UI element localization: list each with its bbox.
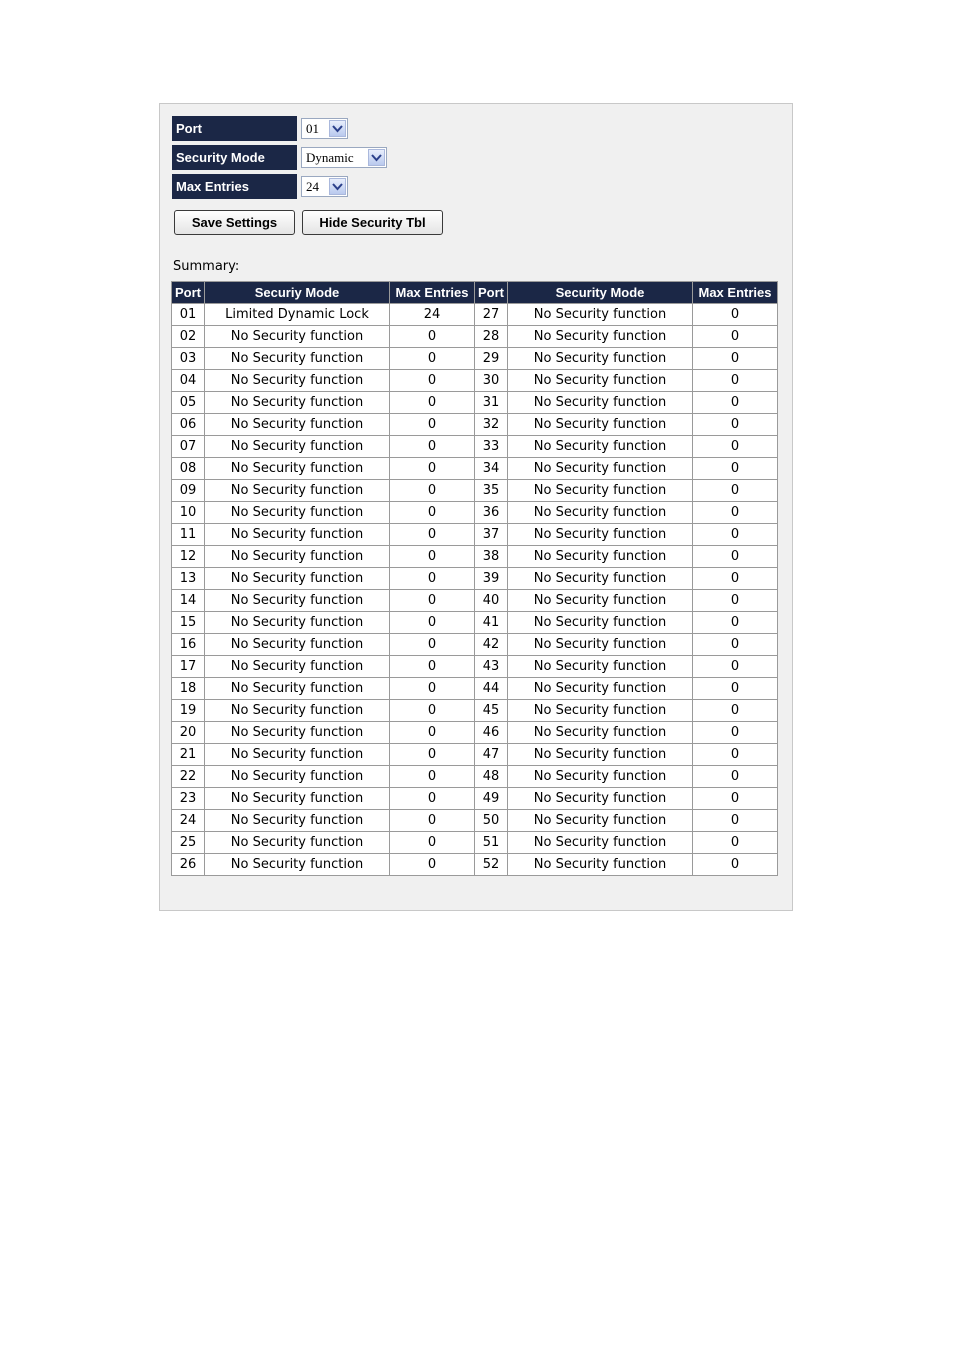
table-row [172, 436, 777, 457]
max-entries-cell: 0 [693, 678, 777, 699]
max-entries-cell: 0 [390, 590, 474, 611]
table-row [172, 546, 777, 567]
port-cell: 36 [475, 502, 507, 523]
port-cell: 37 [475, 524, 507, 545]
security-mode-cell: No Security function [508, 590, 692, 611]
table-row [172, 502, 777, 523]
hide-security-table-button[interactable]: Hide Security Tbl [302, 210, 443, 235]
security-mode-cell: No Security function [205, 414, 389, 435]
port-cell: 48 [475, 766, 507, 787]
port-cell: 33 [475, 436, 507, 457]
security-mode-cell: No Security function [508, 788, 692, 809]
max-entries-cell: 0 [693, 744, 777, 765]
max-entries-cell: 0 [390, 502, 474, 523]
port-cell: 26 [172, 854, 204, 875]
max-entries-cell: 0 [390, 326, 474, 347]
header-security-mode-left: Securiy Mode [205, 282, 389, 303]
security-mode-cell: No Security function [508, 744, 692, 765]
max-entries-cell: 0 [390, 744, 474, 765]
security-mode-cell: No Security function [205, 810, 389, 831]
security-mode-cell: No Security function [508, 458, 692, 479]
max-entries-cell: 0 [390, 436, 474, 457]
port-cell: 32 [475, 414, 507, 435]
max-entries-cell: 0 [390, 414, 474, 435]
max-entries-cell: 0 [390, 634, 474, 655]
port-cell: 44 [475, 678, 507, 699]
security-mode-cell: No Security function [508, 502, 692, 523]
table-row [172, 722, 777, 743]
port-cell: 06 [172, 414, 204, 435]
port-cell: 08 [172, 458, 204, 479]
port-cell: 35 [475, 480, 507, 501]
security-mode-cell: No Security function [205, 326, 389, 347]
security-mode-cell: No Security function [205, 678, 389, 699]
max-entries-cell: 0 [693, 392, 777, 413]
max-entries-cell: 0 [390, 656, 474, 677]
table-row [172, 656, 777, 677]
max-entries-cell: 0 [693, 634, 777, 655]
security-mode-cell: No Security function [205, 744, 389, 765]
table-row [172, 788, 777, 809]
port-cell: 40 [475, 590, 507, 611]
table-row [172, 326, 777, 347]
table-row [172, 810, 777, 831]
header-port-right: Port [475, 282, 507, 303]
security-mode-cell: No Security function [205, 502, 389, 523]
security-mode-select-value: Dynamic [306, 150, 354, 165]
security-mode-cell: No Security function [205, 590, 389, 611]
security-mode-cell: No Security function [508, 656, 692, 677]
security-mode-cell: No Security function [508, 568, 692, 589]
max-entries-cell: 0 [693, 370, 777, 391]
port-cell: 21 [172, 744, 204, 765]
header-max-entries-left: Max Entries [390, 282, 474, 303]
port-cell: 50 [475, 810, 507, 831]
max-entries-cell: 0 [390, 392, 474, 413]
max-entries-cell: 0 [693, 326, 777, 347]
max-entries-cell: 0 [693, 502, 777, 523]
security-mode-cell: No Security function [508, 854, 692, 875]
save-settings-button[interactable]: Save Settings [174, 210, 295, 235]
security-mode-cell: No Security function [205, 392, 389, 413]
table-row [172, 744, 777, 765]
port-cell: 29 [475, 348, 507, 369]
chevron-down-icon[interactable] [329, 178, 346, 195]
security-mode-cell: No Security function [508, 414, 692, 435]
port-cell: 16 [172, 634, 204, 655]
port-cell: 13 [172, 568, 204, 589]
max-entries-cell: 0 [390, 348, 474, 369]
port-cell: 51 [475, 832, 507, 853]
max-entries-cell: 0 [390, 458, 474, 479]
port-cell: 42 [475, 634, 507, 655]
port-cell: 45 [475, 700, 507, 721]
security-mode-cell: No Security function [205, 832, 389, 853]
port-cell: 31 [475, 392, 507, 413]
max-entries-cell: 0 [693, 854, 777, 875]
security-mode-cell: No Security function [205, 458, 389, 479]
security-mode-cell: No Security function [508, 524, 692, 545]
port-security-panel [159, 103, 793, 911]
port-cell: 07 [172, 436, 204, 457]
max-entries-cell: 0 [693, 810, 777, 831]
max-entries-cell: 0 [390, 766, 474, 787]
security-mode-cell: No Security function [205, 766, 389, 787]
port-cell: 11 [172, 524, 204, 545]
security-mode-cell: No Security function [205, 854, 389, 875]
port-cell: 46 [475, 722, 507, 743]
max-entries-cell: 0 [390, 524, 474, 545]
security-mode-select[interactable] [301, 147, 387, 168]
max-entries-cell: 0 [693, 612, 777, 633]
port-cell: 34 [475, 458, 507, 479]
port-cell: 09 [172, 480, 204, 501]
max-entries-cell: 0 [693, 524, 777, 545]
security-mode-cell: No Security function [205, 524, 389, 545]
port-cell: 28 [475, 326, 507, 347]
port-cell: 39 [475, 568, 507, 589]
table-row [172, 348, 777, 369]
port-cell: 30 [475, 370, 507, 391]
port-cell: 41 [475, 612, 507, 633]
header-port-left: Port [172, 282, 204, 303]
port-cell: 02 [172, 326, 204, 347]
table-row [172, 678, 777, 699]
port-cell: 14 [172, 590, 204, 611]
table-row [172, 480, 777, 501]
max-entries-cell: 0 [390, 832, 474, 853]
security-mode-cell: No Security function [508, 766, 692, 787]
port-cell: 27 [475, 304, 507, 325]
port-cell: 04 [172, 370, 204, 391]
max-entries-cell: 0 [693, 348, 777, 369]
max-entries-cell: 0 [390, 854, 474, 875]
security-mode-cell: No Security function [508, 810, 692, 831]
port-cell: 05 [172, 392, 204, 413]
security-mode-cell: No Security function [508, 832, 692, 853]
table-row [172, 370, 777, 391]
table-row [172, 524, 777, 545]
security-mode-cell: No Security function [508, 480, 692, 501]
security-mode-cell: No Security function [205, 568, 389, 589]
header-max-entries-right: Max Entries [693, 282, 777, 303]
security-mode-cell: No Security function [508, 326, 692, 347]
port-select-value: 01 [306, 121, 319, 136]
security-mode-cell: No Security function [508, 370, 692, 391]
max-entries-cell: 0 [693, 590, 777, 611]
port-cell: 47 [475, 744, 507, 765]
table-row [172, 392, 777, 413]
security-mode-cell: No Security function [205, 634, 389, 655]
table-row [172, 414, 777, 435]
header-security-mode-right: Security Mode [508, 282, 692, 303]
security-mode-cell: No Security function [508, 304, 692, 325]
port-select[interactable] [301, 118, 348, 139]
security-mode-cell: No Security function [508, 700, 692, 721]
max-entries-cell: 0 [390, 370, 474, 391]
security-mode-cell: No Security function [205, 546, 389, 567]
port-cell: 22 [172, 766, 204, 787]
security-mode-cell: No Security function [205, 348, 389, 369]
security-mode-cell: No Security function [205, 700, 389, 721]
summary-label: Summary: [173, 259, 240, 274]
security-mode-cell: No Security function [508, 722, 692, 743]
security-mode-cell: No Security function [205, 436, 389, 457]
max-entries-cell: 0 [693, 832, 777, 853]
max-entries-cell: 0 [693, 788, 777, 809]
table-row [172, 304, 777, 325]
port-cell: 20 [172, 722, 204, 743]
max-entries-cell: 0 [693, 722, 777, 743]
port-cell: 19 [172, 700, 204, 721]
security-mode-cell: No Security function [508, 634, 692, 655]
max-entries-cell: 0 [693, 304, 777, 325]
port-cell: 17 [172, 656, 204, 677]
port-cell: 01 [172, 304, 204, 325]
max-entries-cell: 0 [693, 414, 777, 435]
max-entries-cell: 0 [390, 810, 474, 831]
max-entries-cell: 0 [390, 612, 474, 633]
port-cell: 52 [475, 854, 507, 875]
table-body [172, 304, 777, 875]
table-row [172, 766, 777, 787]
port-cell: 49 [475, 788, 507, 809]
port-cell: 18 [172, 678, 204, 699]
table-row [172, 832, 777, 853]
max-entries-cell: 0 [693, 436, 777, 457]
table-row [172, 568, 777, 589]
port-cell: 25 [172, 832, 204, 853]
security-summary-table [171, 281, 778, 876]
max-entries-select[interactable] [301, 176, 348, 197]
port-cell: 03 [172, 348, 204, 369]
max-entries-cell: 0 [693, 458, 777, 479]
max-entries-cell: 0 [390, 678, 474, 699]
table-header-row [172, 282, 777, 303]
table-row [172, 700, 777, 721]
max-entries-cell: 0 [693, 568, 777, 589]
max-entries-cell: 0 [693, 480, 777, 501]
security-mode-cell: No Security function [205, 788, 389, 809]
max-entries-select-value: 24 [306, 179, 319, 194]
port-cell: 43 [475, 656, 507, 677]
security-mode-cell: No Security function [508, 436, 692, 457]
security-mode-cell: Limited Dynamic Lock [205, 304, 389, 325]
port-cell: 15 [172, 612, 204, 633]
chevron-down-icon[interactable] [329, 120, 346, 137]
max-entries-cell: 0 [693, 766, 777, 787]
max-entries-cell: 0 [390, 788, 474, 809]
security-mode-cell: No Security function [205, 612, 389, 633]
port-cell: 23 [172, 788, 204, 809]
max-entries-cell: 0 [693, 700, 777, 721]
max-entries-cell: 0 [693, 546, 777, 567]
security-mode-cell: No Security function [205, 370, 389, 391]
max-entries-cell: 0 [390, 568, 474, 589]
port-cell: 38 [475, 546, 507, 567]
port-cell: 12 [172, 546, 204, 567]
security-mode-cell: No Security function [508, 612, 692, 633]
table-row [172, 458, 777, 479]
port-cell: 24 [172, 810, 204, 831]
table-row [172, 612, 777, 633]
max-entries-cell: 24 [390, 304, 474, 325]
security-mode-cell: No Security function [205, 480, 389, 501]
security-mode-label: Security Mode [172, 145, 297, 170]
max-entries-cell: 0 [390, 480, 474, 501]
table-row [172, 590, 777, 611]
table-row [172, 634, 777, 655]
max-entries-label: Max Entries [172, 174, 297, 199]
port-label: Port [172, 116, 297, 141]
max-entries-cell: 0 [390, 700, 474, 721]
security-mode-cell: No Security function [508, 546, 692, 567]
table-row [172, 854, 777, 875]
max-entries-cell: 0 [693, 656, 777, 677]
security-mode-cell: No Security function [508, 392, 692, 413]
security-mode-cell: No Security function [508, 348, 692, 369]
port-cell: 10 [172, 502, 204, 523]
max-entries-cell: 0 [390, 546, 474, 567]
chevron-down-icon[interactable] [368, 149, 385, 166]
max-entries-cell: 0 [390, 722, 474, 743]
security-mode-cell: No Security function [205, 656, 389, 677]
security-mode-cell: No Security function [205, 722, 389, 743]
security-mode-cell: No Security function [508, 678, 692, 699]
